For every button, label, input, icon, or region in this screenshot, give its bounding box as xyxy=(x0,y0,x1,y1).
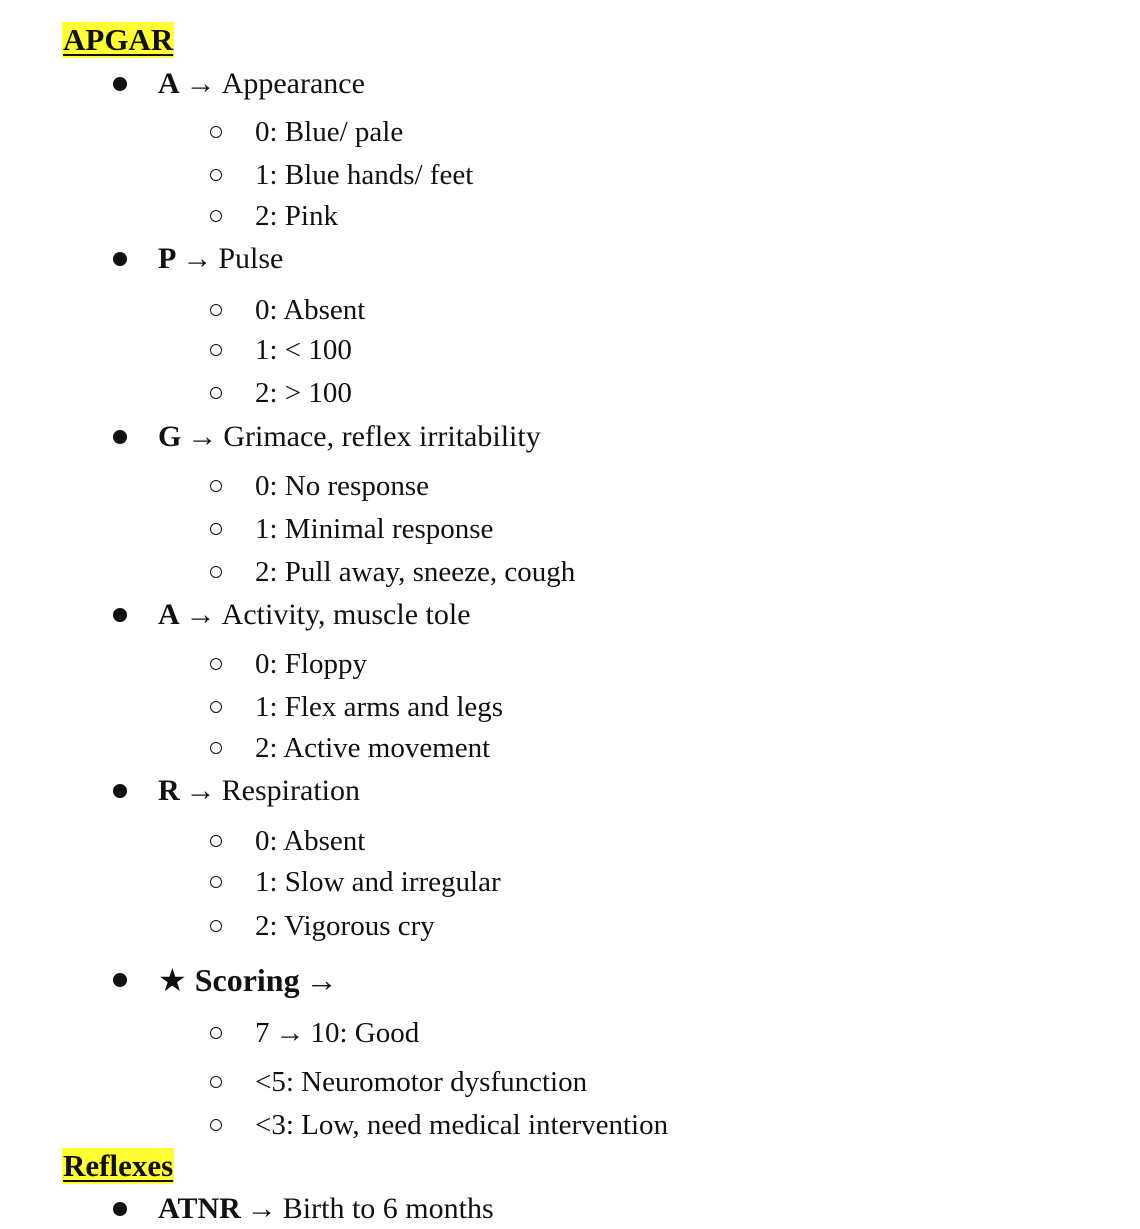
sub-item-text: 2: > 100 xyxy=(255,376,352,409)
hollow-bullet-icon xyxy=(210,387,222,399)
list-item xyxy=(206,821,365,861)
reflex-item-atnr xyxy=(110,1189,494,1229)
sub-item-text: 1: Flex arms and legs xyxy=(255,690,504,723)
apgar-scoring xyxy=(110,960,344,1000)
hollow-bullet-icon xyxy=(210,1119,222,1131)
list-item xyxy=(206,687,503,727)
hollow-bullet-icon xyxy=(210,210,222,222)
list-item xyxy=(206,155,473,195)
right-arrow-icon: → xyxy=(185,598,216,631)
item-letter: A xyxy=(158,598,180,631)
item-label: Activity, muscle tole xyxy=(221,598,471,631)
sub-item-text: 1: < 100 xyxy=(255,333,352,366)
hollow-bullet-icon xyxy=(210,658,222,670)
score-range-from: 7 xyxy=(255,1016,270,1049)
sub-item-text: 1: Slow and irregular xyxy=(255,865,501,898)
sub-item-text: <3: Low, need medical intervention xyxy=(255,1108,669,1141)
list-item xyxy=(206,196,338,236)
sub-item-text: 0: No response xyxy=(255,469,429,502)
sub-item-text: 0: Floppy xyxy=(255,647,367,680)
hollow-bullet-icon xyxy=(210,920,222,932)
list-item xyxy=(206,862,501,902)
sub-item-text: 2: Vigorous cry xyxy=(255,909,435,942)
list-item xyxy=(206,112,403,152)
item-label: Grimace, reflex irritability xyxy=(223,420,541,453)
right-arrow-icon: → xyxy=(185,774,216,807)
right-arrow-icon: → xyxy=(305,961,338,998)
item-letter: G xyxy=(158,420,182,453)
right-arrow-icon: → xyxy=(182,242,213,275)
sub-item-text: 0: Absent xyxy=(255,824,366,857)
item-label: Pulse xyxy=(218,242,284,275)
apgar-item-grimace xyxy=(110,417,541,457)
hollow-bullet-icon xyxy=(210,480,222,492)
scoring-label: Scoring xyxy=(194,961,300,998)
apgar-heading: APGAR xyxy=(63,22,174,57)
hollow-bullet-icon xyxy=(210,876,222,888)
hollow-bullet-icon xyxy=(210,1076,222,1088)
sub-item-text: 2: Pull away, sneeze, cough xyxy=(255,555,576,588)
list-item xyxy=(206,290,365,330)
apgar-item-activity xyxy=(110,595,471,635)
hollow-bullet-icon xyxy=(210,169,222,181)
filled-bullet-icon xyxy=(113,1202,127,1216)
right-arrow-icon: → xyxy=(185,67,216,100)
sub-item-text: <5: Neuromotor dysfunction xyxy=(255,1065,588,1098)
item-letter: ATNR xyxy=(158,1192,241,1225)
item-label: Respiration xyxy=(221,774,360,807)
filled-bullet-icon xyxy=(113,973,127,987)
filled-bullet-icon xyxy=(113,608,127,622)
right-arrow-icon: → xyxy=(275,1016,305,1049)
item-label: Appearance xyxy=(221,67,365,100)
star-icon: ★ xyxy=(158,962,187,998)
list-item xyxy=(206,552,575,592)
list-item xyxy=(206,1013,419,1053)
hollow-bullet-icon xyxy=(210,1027,222,1039)
sub-item-text: 2: Active movement xyxy=(255,731,491,764)
hollow-bullet-icon xyxy=(210,344,222,356)
list-item xyxy=(206,1062,587,1102)
list-item xyxy=(206,906,435,946)
list-item xyxy=(206,1105,668,1145)
sub-item-text: 1: Blue hands/ feet xyxy=(255,158,474,191)
hollow-bullet-icon xyxy=(210,835,222,847)
right-arrow-icon: → xyxy=(246,1192,277,1225)
hollow-bullet-icon xyxy=(210,566,222,578)
list-item xyxy=(206,509,493,549)
apgar-item-pulse xyxy=(110,239,283,279)
score-range-to: 10: Good xyxy=(310,1016,420,1049)
reflexes-heading: Reflexes xyxy=(63,1148,174,1183)
hollow-bullet-icon xyxy=(210,304,222,316)
sub-item-text: 1: Minimal response xyxy=(255,512,494,545)
item-label: Birth to 6 months xyxy=(282,1192,494,1225)
apgar-item-respiration xyxy=(110,771,360,811)
filled-bullet-icon xyxy=(113,784,127,798)
item-letter: P xyxy=(158,242,177,275)
hollow-bullet-icon xyxy=(210,701,222,713)
item-letter: R xyxy=(158,774,180,807)
sub-item-text: 0: Absent xyxy=(255,293,366,326)
apgar-item-appearance xyxy=(110,64,365,104)
list-item xyxy=(206,330,352,370)
sub-item-text: 2: Pink xyxy=(255,199,338,232)
filled-bullet-icon xyxy=(113,77,127,91)
filled-bullet-icon xyxy=(113,430,127,444)
item-letter: A xyxy=(158,67,180,100)
hollow-bullet-icon xyxy=(210,523,222,535)
hollow-bullet-icon xyxy=(210,126,222,138)
hollow-bullet-icon xyxy=(210,742,222,754)
list-item xyxy=(206,373,352,413)
filled-bullet-icon xyxy=(113,252,127,266)
right-arrow-icon: → xyxy=(187,420,218,453)
list-item xyxy=(206,466,429,506)
sub-item-text: 0: Blue/ pale xyxy=(255,115,404,148)
list-item xyxy=(206,728,490,768)
list-item xyxy=(206,644,367,684)
